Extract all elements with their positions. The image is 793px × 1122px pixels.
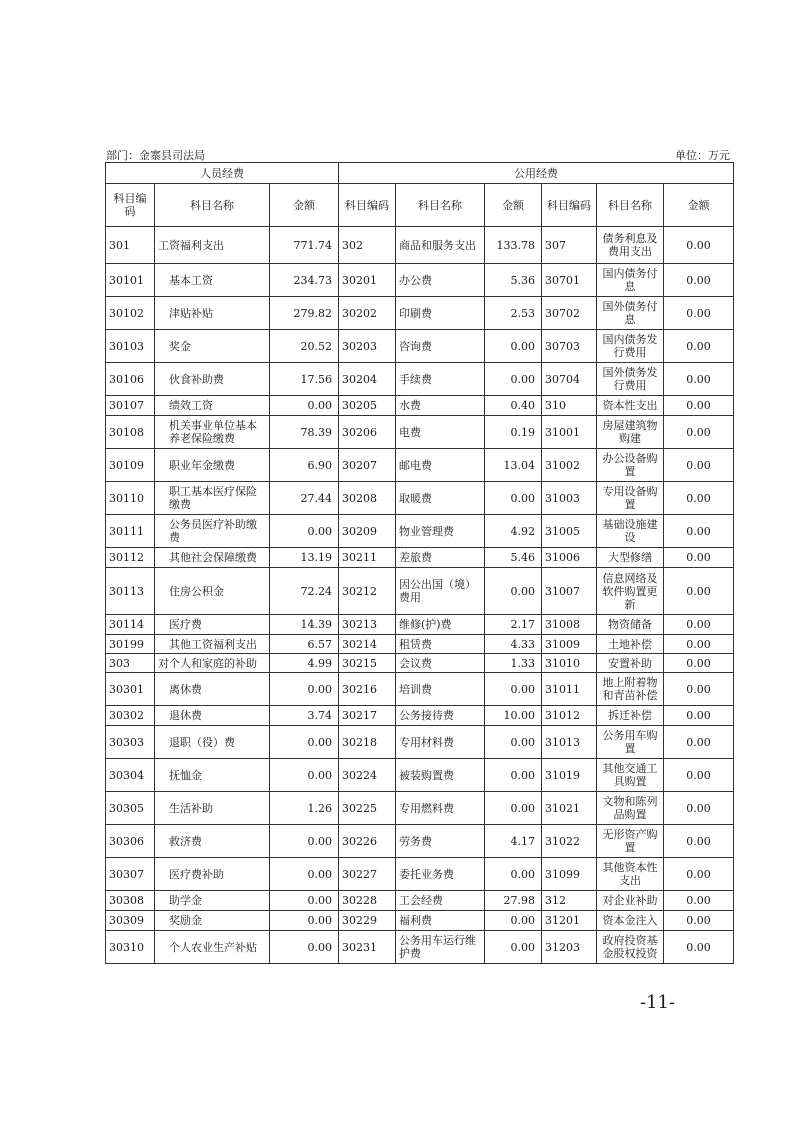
department-label: 部门：金寨县司法局 [106, 149, 205, 162]
capital-amount: 0.00 [664, 673, 734, 706]
personnel-code: 30114 [106, 615, 155, 635]
personnel-code: 30103 [106, 330, 155, 363]
personnel-name: 抚恤金 [155, 759, 270, 792]
capital-amount: 0.00 [664, 482, 734, 515]
table-row [106, 726, 734, 759]
personnel-name: 伙食补助费 [155, 363, 270, 396]
table-row [106, 416, 734, 449]
capital-name: 拆迁补偿 [597, 706, 664, 726]
capital-amount: 0.00 [664, 825, 734, 858]
public-name: 电费 [396, 416, 485, 449]
personnel-name: 助学金 [155, 891, 270, 911]
table-row [106, 654, 734, 673]
personnel-amount: 234.73 [270, 264, 339, 297]
capital-code: 31008 [542, 615, 597, 635]
public-name: 租赁费 [396, 635, 485, 654]
capital-name: 文物和陈列品购置 [597, 792, 664, 825]
public-code: 30227 [339, 858, 396, 891]
personnel-name: 工资福利支出 [155, 227, 270, 264]
personnel-name: 生活补助 [155, 792, 270, 825]
public-amount: 133.78 [485, 227, 542, 264]
public-code: 30217 [339, 706, 396, 726]
capital-code: 31010 [542, 654, 597, 673]
public-code: 30201 [339, 264, 396, 297]
public-name: 被装购置费 [396, 759, 485, 792]
personnel-code: 30110 [106, 482, 155, 515]
public-name: 手续费 [396, 363, 485, 396]
public-amount: 0.19 [485, 416, 542, 449]
personnel-name: 基本工资 [155, 264, 270, 297]
personnel-amount: 771.74 [270, 227, 339, 264]
public-amount: 2.53 [485, 297, 542, 330]
capital-amount: 0.00 [664, 330, 734, 363]
personnel-code: 30106 [106, 363, 155, 396]
public-amount: 0.00 [485, 858, 542, 891]
public-code: 30216 [339, 673, 396, 706]
personnel-name: 对个人和家庭的补助 [155, 654, 270, 673]
col-header: 科目名称 [396, 184, 485, 227]
capital-name: 办公设备购置 [597, 449, 664, 482]
personnel-code: 30308 [106, 891, 155, 911]
public-code: 30215 [339, 654, 396, 673]
table-row [106, 825, 734, 858]
personnel-code: 30109 [106, 449, 155, 482]
capital-code: 30703 [542, 330, 597, 363]
public-code: 30207 [339, 449, 396, 482]
group-personnel: 人员经费 [106, 163, 339, 184]
public-code: 30214 [339, 635, 396, 654]
personnel-amount: 6.57 [270, 635, 339, 654]
public-name: 水费 [396, 396, 485, 416]
table-row [106, 264, 734, 297]
capital-code: 31012 [542, 706, 597, 726]
public-name: 差旅费 [396, 548, 485, 568]
personnel-code: 303 [106, 654, 155, 673]
capital-code: 31011 [542, 673, 597, 706]
public-amount: 5.46 [485, 548, 542, 568]
public-amount: 0.00 [485, 363, 542, 396]
personnel-name: 医疗费补助 [155, 858, 270, 891]
table-row [106, 227, 734, 264]
personnel-amount: 72.24 [270, 568, 339, 615]
public-name: 物业管理费 [396, 515, 485, 548]
capital-name: 大型修缮 [597, 548, 664, 568]
personnel-amount: 14.39 [270, 615, 339, 635]
table-row [106, 615, 734, 635]
col-header: 金额 [485, 184, 542, 227]
public-amount: 0.00 [485, 726, 542, 759]
table-row [106, 515, 734, 548]
public-code: 30211 [339, 548, 396, 568]
table-row [106, 568, 734, 615]
public-code: 30225 [339, 792, 396, 825]
public-code: 30226 [339, 825, 396, 858]
personnel-amount: 0.00 [270, 396, 339, 416]
capital-name: 其他交通工具购置 [597, 759, 664, 792]
capital-name: 专用设备购置 [597, 482, 664, 515]
table-row [106, 396, 734, 416]
col-header: 金额 [270, 184, 339, 227]
capital-name: 地上附着物和青苗补偿 [597, 673, 664, 706]
public-name: 公务接待费 [396, 706, 485, 726]
public-name: 会议费 [396, 654, 485, 673]
capital-code: 31007 [542, 568, 597, 615]
personnel-code: 30111 [106, 515, 155, 548]
capital-amount: 0.00 [664, 792, 734, 825]
personnel-name: 职工基本医疗保险缴费 [155, 482, 270, 515]
col-header: 科目编码 [339, 184, 396, 227]
personnel-name: 职业年金缴费 [155, 449, 270, 482]
personnel-code: 30306 [106, 825, 155, 858]
capital-code: 31002 [542, 449, 597, 482]
table-row [106, 858, 734, 891]
personnel-code: 301 [106, 227, 155, 264]
personnel-code: 30101 [106, 264, 155, 297]
public-name: 工会经费 [396, 891, 485, 911]
personnel-name: 奖金 [155, 330, 270, 363]
public-amount: 13.04 [485, 449, 542, 482]
capital-amount: 0.00 [664, 264, 734, 297]
capital-name: 资本性支出 [597, 396, 664, 416]
capital-amount: 0.00 [664, 911, 734, 931]
public-amount: 27.98 [485, 891, 542, 911]
capital-amount: 0.00 [664, 706, 734, 726]
personnel-amount: 0.00 [270, 891, 339, 911]
public-name: 咨询费 [396, 330, 485, 363]
capital-code: 31003 [542, 482, 597, 515]
capital-code: 307 [542, 227, 597, 264]
table-row [106, 449, 734, 482]
personnel-code: 30302 [106, 706, 155, 726]
table-row [106, 891, 734, 911]
personnel-amount: 0.00 [270, 759, 339, 792]
capital-code: 30704 [542, 363, 597, 396]
table-row [106, 911, 734, 931]
capital-name: 国外债务付息 [597, 297, 664, 330]
capital-code: 31201 [542, 911, 597, 931]
capital-code: 31013 [542, 726, 597, 759]
capital-name: 物资储备 [597, 615, 664, 635]
public-name: 取暖费 [396, 482, 485, 515]
capital-amount: 0.00 [664, 858, 734, 891]
public-amount: 4.17 [485, 825, 542, 858]
personnel-amount: 0.00 [270, 825, 339, 858]
capital-name: 国外债务发行费用 [597, 363, 664, 396]
personnel-amount: 0.00 [270, 515, 339, 548]
capital-amount: 0.00 [664, 891, 734, 911]
public-name: 劳务费 [396, 825, 485, 858]
table-row [106, 759, 734, 792]
personnel-code: 30113 [106, 568, 155, 615]
public-name: 专用燃料费 [396, 792, 485, 825]
capital-amount: 0.00 [664, 568, 734, 615]
capital-code: 31006 [542, 548, 597, 568]
table-row [106, 673, 734, 706]
personnel-name: 医疗费 [155, 615, 270, 635]
capital-name: 土地补偿 [597, 635, 664, 654]
public-amount: 0.00 [485, 759, 542, 792]
capital-name: 无形资产购置 [597, 825, 664, 858]
personnel-amount: 17.56 [270, 363, 339, 396]
capital-amount: 0.00 [664, 416, 734, 449]
capital-name: 安置补助 [597, 654, 664, 673]
personnel-code: 30303 [106, 726, 155, 759]
public-name: 维修(护)费 [396, 615, 485, 635]
personnel-name: 机关事业单位基本养老保险缴费 [155, 416, 270, 449]
capital-amount: 0.00 [664, 931, 734, 964]
personnel-name: 其他社会保障缴费 [155, 548, 270, 568]
personnel-name: 个人农业生产补贴 [155, 931, 270, 964]
public-name: 印刷费 [396, 297, 485, 330]
public-code: 30206 [339, 416, 396, 449]
public-amount: 0.00 [485, 911, 542, 931]
capital-code: 31099 [542, 858, 597, 891]
capital-name: 公务用车购置 [597, 726, 664, 759]
capital-name: 基础设施建设 [597, 515, 664, 548]
capital-code: 31019 [542, 759, 597, 792]
unit-label: 单位：万元 [675, 149, 730, 162]
page-number: -11- [640, 992, 676, 1013]
personnel-name: 住房公积金 [155, 568, 270, 615]
public-code: 30224 [339, 759, 396, 792]
public-name: 公务用车运行维护费 [396, 931, 485, 964]
personnel-code: 30199 [106, 635, 155, 654]
public-amount: 0.00 [485, 330, 542, 363]
public-amount: 2.17 [485, 615, 542, 635]
public-name: 邮电费 [396, 449, 485, 482]
personnel-amount: 1.26 [270, 792, 339, 825]
public-code: 30208 [339, 482, 396, 515]
capital-amount: 0.00 [664, 515, 734, 548]
personnel-name: 退职（役）费 [155, 726, 270, 759]
col-header: 科目编码 [542, 184, 597, 227]
capital-name: 国内债务发行费用 [597, 330, 664, 363]
personnel-amount: 0.00 [270, 911, 339, 931]
public-code: 30218 [339, 726, 396, 759]
col-header: 金额 [664, 184, 734, 227]
personnel-code: 30304 [106, 759, 155, 792]
personnel-name: 绩效工资 [155, 396, 270, 416]
personnel-amount: 27.44 [270, 482, 339, 515]
capital-name: 资本金注入 [597, 911, 664, 931]
public-name: 委托业务费 [396, 858, 485, 891]
public-code: 30204 [339, 363, 396, 396]
public-code: 302 [339, 227, 396, 264]
capital-amount: 0.00 [664, 759, 734, 792]
public-code: 30209 [339, 515, 396, 548]
personnel-amount: 0.00 [270, 673, 339, 706]
capital-name: 国内债务付息 [597, 264, 664, 297]
table-row [106, 548, 734, 568]
public-amount: 10.00 [485, 706, 542, 726]
public-code: 30228 [339, 891, 396, 911]
capital-amount: 0.00 [664, 297, 734, 330]
table-row [106, 363, 734, 396]
capital-amount: 0.00 [664, 227, 734, 264]
public-amount: 0.00 [485, 482, 542, 515]
personnel-code: 30301 [106, 673, 155, 706]
personnel-amount: 0.00 [270, 726, 339, 759]
capital-amount: 0.00 [664, 635, 734, 654]
capital-name: 其他资本性支出 [597, 858, 664, 891]
capital-amount: 0.00 [664, 654, 734, 673]
capital-code: 31009 [542, 635, 597, 654]
capital-code: 30702 [542, 297, 597, 330]
personnel-amount: 0.00 [270, 858, 339, 891]
personnel-code: 30305 [106, 792, 155, 825]
personnel-name: 其他工资福利支出 [155, 635, 270, 654]
personnel-amount: 78.39 [270, 416, 339, 449]
capital-code: 310 [542, 396, 597, 416]
public-amount: 0.00 [485, 792, 542, 825]
public-name: 商品和服务支出 [396, 227, 485, 264]
public-code: 30213 [339, 615, 396, 635]
personnel-name: 退休费 [155, 706, 270, 726]
personnel-code: 30309 [106, 911, 155, 931]
public-code: 30212 [339, 568, 396, 615]
table-row [106, 635, 734, 654]
capital-name: 房屋建筑物购建 [597, 416, 664, 449]
public-amount: 1.33 [485, 654, 542, 673]
personnel-code: 30102 [106, 297, 155, 330]
capital-name: 债务利息及费用支出 [597, 227, 664, 264]
capital-amount: 0.00 [664, 726, 734, 759]
personnel-amount: 279.82 [270, 297, 339, 330]
table-row [106, 330, 734, 363]
capital-amount: 0.00 [664, 548, 734, 568]
personnel-amount: 3.74 [270, 706, 339, 726]
personnel-code: 30307 [106, 858, 155, 891]
public-name: 福利费 [396, 911, 485, 931]
capital-amount: 0.00 [664, 615, 734, 635]
group-public: 公用经费 [339, 163, 734, 184]
public-amount: 0.00 [485, 673, 542, 706]
capital-code: 31203 [542, 931, 597, 964]
public-amount: 4.92 [485, 515, 542, 548]
public-amount: 0.00 [485, 568, 542, 615]
table-row [106, 706, 734, 726]
public-name: 因公出国（境）费用 [396, 568, 485, 615]
table-row [106, 297, 734, 330]
table-row [106, 792, 734, 825]
personnel-name: 救济费 [155, 825, 270, 858]
column-header-row [106, 184, 734, 227]
table-row [106, 482, 734, 515]
col-header: 科目名称 [155, 184, 270, 227]
group-header-row [106, 163, 734, 184]
public-name: 专用材料费 [396, 726, 485, 759]
public-name: 培训费 [396, 673, 485, 706]
capital-code: 312 [542, 891, 597, 911]
personnel-amount: 6.90 [270, 449, 339, 482]
personnel-amount: 20.52 [270, 330, 339, 363]
table-row [106, 931, 734, 964]
personnel-code: 30107 [106, 396, 155, 416]
capital-amount: 0.00 [664, 363, 734, 396]
capital-amount: 0.00 [664, 449, 734, 482]
public-code: 30202 [339, 297, 396, 330]
public-code: 30229 [339, 911, 396, 931]
capital-name: 对企业补助 [597, 891, 664, 911]
personnel-name: 公务员医疗补助缴费 [155, 515, 270, 548]
capital-code: 30701 [542, 264, 597, 297]
public-amount: 0.00 [485, 931, 542, 964]
personnel-amount: 4.99 [270, 654, 339, 673]
public-amount: 4.33 [485, 635, 542, 654]
personnel-code: 30112 [106, 548, 155, 568]
public-amount: 5.36 [485, 264, 542, 297]
capital-code: 31001 [542, 416, 597, 449]
personnel-code: 30310 [106, 931, 155, 964]
capital-name: 政府投资基金股权投资 [597, 931, 664, 964]
public-code: 30205 [339, 396, 396, 416]
capital-code: 31022 [542, 825, 597, 858]
capital-name: 信息网络及软件购置更新 [597, 568, 664, 615]
personnel-name: 离休费 [155, 673, 270, 706]
expenditure-table [105, 162, 734, 964]
capital-code: 31021 [542, 792, 597, 825]
capital-code: 31005 [542, 515, 597, 548]
personnel-code: 30108 [106, 416, 155, 449]
public-amount: 0.40 [485, 396, 542, 416]
personnel-amount: 0.00 [270, 931, 339, 964]
col-header: 科目名称 [597, 184, 664, 227]
personnel-amount: 13.19 [270, 548, 339, 568]
personnel-name: 津贴补贴 [155, 297, 270, 330]
public-name: 办公费 [396, 264, 485, 297]
personnel-name: 奖励金 [155, 911, 270, 931]
capital-amount: 0.00 [664, 396, 734, 416]
public-code: 30203 [339, 330, 396, 363]
public-code: 30231 [339, 931, 396, 964]
col-header: 科目编码 [106, 184, 155, 227]
